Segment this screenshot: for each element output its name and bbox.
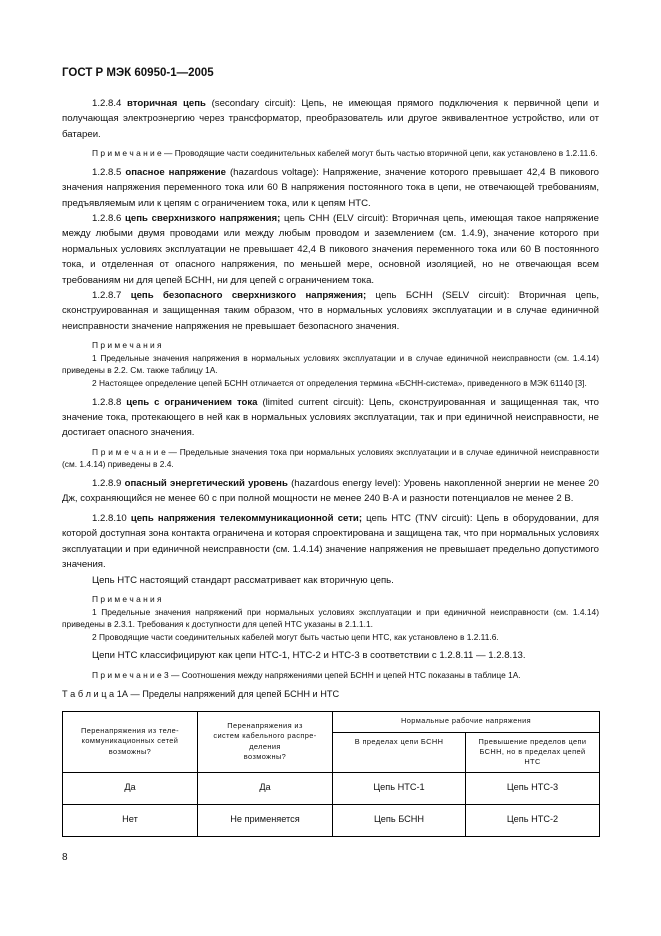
note-item: 2 Настоящее определение цепей БСНН отличается от определения термина «БСНН-система», приведенного в МЭК 61140 [3]. (92, 378, 587, 389)
definition-text: (limited current circuit): Цепь, сконструированная и защищенная так, что значение тока, протекающего в ней как в нормальных условиях эксплуатации, так и при единичной неисправности, не достигает опасного значения. (62, 396, 599, 439)
table-cell: Нет (63, 804, 198, 836)
header-within-selv: В пределах цепи БСНН (333, 732, 466, 772)
note-item: 1 Предельные значения напряжений при нормальных условиях эксплуатации и при единичной неисправности (см. 1.4.14) приведены в 2.3.1. Требования к доступности для цепей НТС указаны в 2.1.1.1. (62, 606, 599, 630)
document-header: ГОСТ Р МЭК 60950-1—2005 (62, 67, 214, 79)
term: цепь безопасного сверхнизкого напряжения; (130, 290, 367, 302)
clause-number: 1.2.8.9 (92, 478, 125, 490)
definition-1284 (62, 96, 599, 142)
table-cell: Да (63, 772, 198, 804)
tnv-classification: Цепи НТС классифицируют как цепи НТС-1, НТС-2 и НТС-3 в соответствии с 1.2.8.11 — 1.2.8.13. (92, 650, 526, 662)
clause-number: 1.2.8.6 (92, 213, 126, 225)
table-cell: Да (198, 772, 333, 804)
definition-1288 (62, 395, 599, 441)
table-row (63, 804, 600, 836)
clause-number: 1.2.8.5 (92, 166, 126, 178)
term: вторичная цепь (127, 98, 206, 109)
header-telecom-overvoltage: Перенапряжения из теле- коммуникационных сетей возможны? (63, 711, 198, 772)
table-caption (62, 687, 599, 702)
definition-text: цепь НТС (TNV circuit): Цепь в оборудовании, для которой доступная зона контакта ограничена и которая спроектирована и защищена так, что при нормальных условиях эксплуатации и при единичной неисправности (см. 1.4.14) значение напряжения не превышает предельно допустимого значения. (62, 512, 599, 571)
note-label: П р и м е ч а н и е (92, 148, 162, 159)
note-text: — Предельные значения тока при нормальных условиях эксплуатации и в случае единичной неисправности (см. 1.4.14) приведены в 2.4. (62, 446, 599, 470)
notes-1287 (62, 339, 599, 389)
note-text: — Проводящие части соединительных кабелей могут быть частью вторичной цепи, как установлено в 1.2.11.6. (161, 148, 598, 159)
note-label: П р и м е ч а н и е (92, 446, 166, 457)
table-caption-label: Т а б л и ц а 1А (62, 689, 128, 700)
page-number: 8 (62, 852, 68, 863)
notes-label: П р и м е ч а н и я (92, 593, 162, 604)
definition-1289 (62, 476, 599, 507)
table-cell: Цепь НТС-2 (466, 804, 600, 836)
definition-1287 (62, 288, 599, 334)
clause-number: 1.2.8.4 (92, 98, 128, 109)
header-normal-voltages: Нормальные рабочие напряжения (333, 711, 600, 732)
term: опасное напряжение (125, 166, 226, 178)
table-header-row (63, 711, 600, 732)
definition-text: (hazardous voltage): Напряжение, значение которого превышает 42,4 В пикового значения напряжения переменного тока или 60 В напряжения постоянного тока в цепи, не отвечающей требованиям, предъявляемым или к цепям с ограничением тока, или к цепям НТС. (62, 166, 599, 209)
notes-label: П р и м е ч а н и я (92, 340, 162, 351)
definition-text: (secondary circuit): Цепь, не имеющая прямого подключения к первичной цепи и получающая электроэнергию через трансформатор, преобразователь или другое эквивалентное устройство, или от батареи. (62, 98, 599, 140)
page-content (62, 96, 599, 837)
term: цепь напряжения телекоммуникационной сети; (130, 512, 363, 524)
table-cell: Цепь НТС-1 (333, 772, 466, 804)
note-1284 (62, 147, 599, 160)
notes-12810 (62, 593, 599, 643)
definition-text: цепь СНН (ELV circuit): Вторичная цепь, имеющая такое напряжение между любыми двумя проводами или между любым проводом и заземлением (см. 1.4.9), значение которого при нормальных условиях эксплуатации не превышает 42,4 В пикового значения переменного тока или 60 В постоянного тока, и отделенная от опасного напряжения, по меньшей мере, основной изоляцией, но не отвечающая всем требованиям ни для цепей БСНН, ни для цепей с ограничением тока. (62, 213, 599, 286)
definition-1286 (62, 211, 599, 288)
definition-1285 (62, 165, 599, 211)
clause-number: 1.2.8.8 (92, 396, 127, 408)
term: цепь с ограничением тока (126, 396, 258, 408)
header-exceeds-selv: Превышение пределов цепи БСНН, но в пределах цепей НТС (466, 732, 600, 772)
definition-text: (hazardous energy level): Уровень накопленной энергии не менее 20 Дж, сохраняющийся не менее 60 с при полной мощности не менее 240 В·А и разности потенциалов не менее 2 В. (62, 478, 599, 505)
term: цепь сверхнизкого напряжения; (125, 213, 281, 225)
table-cell: Не применяется (198, 804, 333, 836)
definition-text: цепь БСНН (SELV circuit): Вторичная цепь, сконструированная и защищенная таким образом, что в нормальных условиях эксплуатации и в случае единичной неисправности значение напряжения не превышает безопасного значения. (62, 290, 599, 332)
term: опасный энергетический уровень (124, 478, 288, 490)
note-item: 1 Предельные значения напряжения в нормальных условиях эксплуатации и в случае единичной неисправности (см. 1.4.14) приведены в 2.2. См. также таблицу 1А. (62, 352, 599, 376)
table-cell: Цепь НТС-3 (466, 772, 600, 804)
definition-12810 (62, 511, 599, 573)
note-text: — Соотношения между напряжениями цепей БСНН и цепей НТС показаны в таблице 1А. (168, 669, 521, 680)
note-3 (62, 669, 599, 682)
voltage-limits-table (62, 711, 600, 837)
clause-number: 1.2.8.7 (92, 290, 131, 302)
table-caption-text: — Пределы напряжений для цепей БСНН и НТС (127, 689, 340, 700)
note-label: П р и м е ч а н и е 3 (92, 669, 169, 680)
clause-number: 1.2.8.10 (92, 512, 131, 524)
note-item: 2 Проводящие части соединительных кабелей могут быть частью цепи НТС, как установлено в 1.2.11.6. (92, 631, 499, 642)
table-cell: Цепь БСНН (333, 804, 466, 836)
tnv-secondary-statement: Цепь НТС настоящий стандарт рассматривает как вторичную цепь. (92, 574, 394, 586)
header-cable-overvoltage: Перенапряжения из систем кабельного распре- деления возможны? (198, 711, 333, 772)
table-row (63, 772, 600, 804)
note-1288 (62, 446, 599, 471)
